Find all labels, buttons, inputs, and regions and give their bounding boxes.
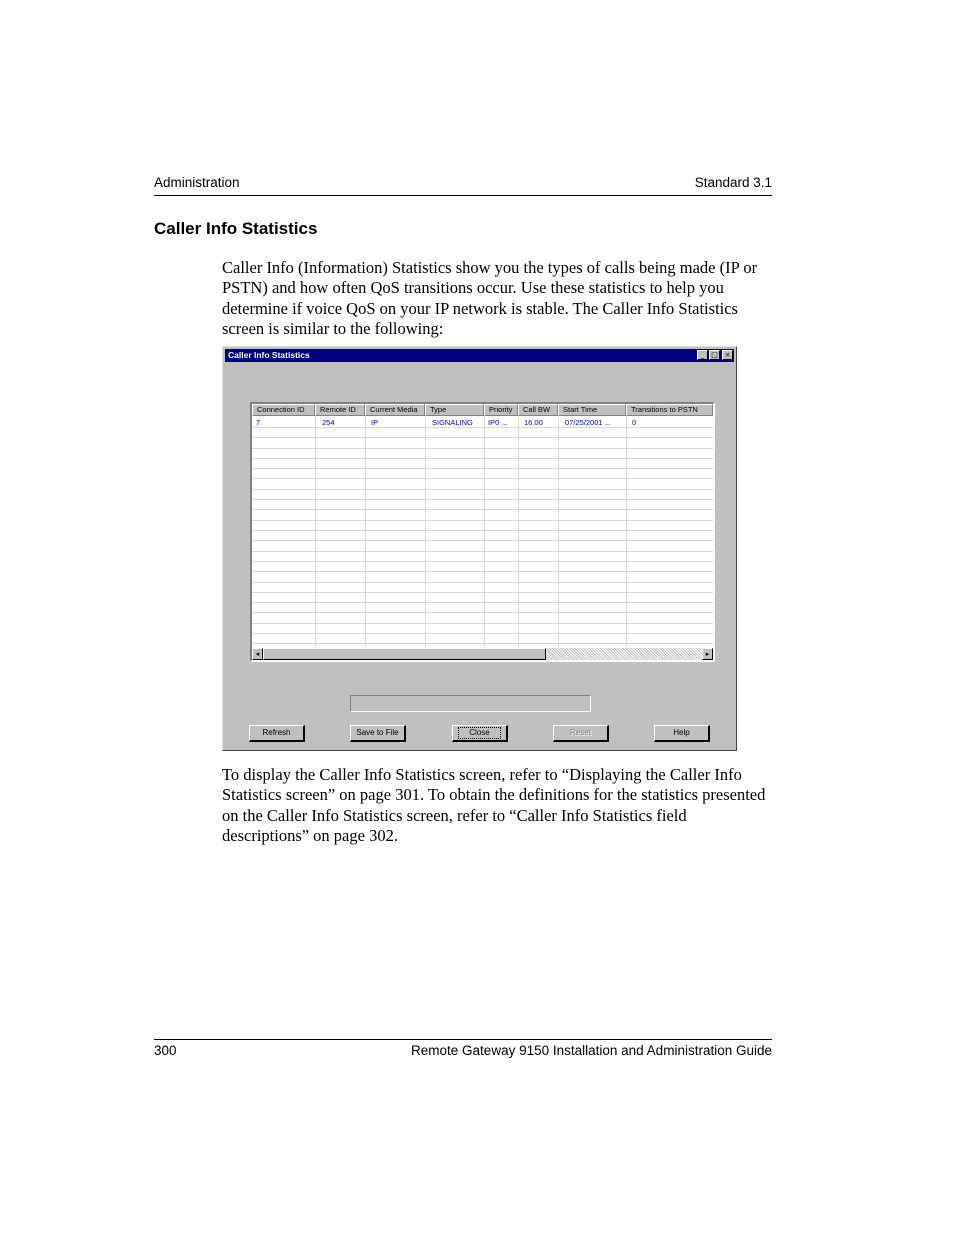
cell-type: SIGNALING: [432, 418, 473, 427]
page-number: 300: [154, 1043, 177, 1058]
refresh-button[interactable]: Refresh: [249, 725, 305, 742]
followup-paragraph: To display the Caller Info Statistics screen, refer to “Displaying the Caller Info Statistics screen” on page 301. To obtain the definitions for the statistics presented on the Caller Info Statistics screen, refer to “Caller Info Statistics field descriptions” on page 302.: [222, 765, 766, 845]
running-footer: [154, 1039, 772, 1062]
grid-row-line: [252, 592, 713, 593]
column-header[interactable]: Priority: [484, 404, 518, 416]
close-button-label: Close: [458, 727, 500, 739]
cell-priority: IP0 ...: [488, 418, 508, 427]
grid-column-line: [365, 416, 366, 646]
minimize-icon[interactable]: _: [697, 350, 708, 360]
cell-remote-id: 254: [322, 418, 335, 427]
dialog-titlebar: [225, 349, 734, 362]
grid-row-line: [252, 499, 713, 500]
scroll-thumb[interactable]: [263, 648, 546, 660]
caller-info-dialog: [222, 346, 737, 751]
book-title: Remote Gateway 9150 Installation and Administration Guide: [411, 1043, 772, 1058]
grid-row-line: [252, 623, 713, 624]
column-header[interactable]: Current Media: [365, 404, 425, 416]
column-header[interactable]: Remote ID: [315, 404, 365, 416]
header-version: Standard 3.1: [694, 175, 772, 190]
header-section: Administration: [154, 175, 240, 190]
grid-row-line: [252, 571, 713, 572]
grid-row-line: [252, 427, 713, 428]
close-icon[interactable]: ×: [722, 350, 733, 360]
cell-connection-id: 7: [256, 418, 261, 427]
grid-row-line: [252, 509, 713, 510]
grid-row-line: [252, 458, 713, 459]
grid-column-line: [558, 416, 559, 646]
grid-row-line: [252, 448, 713, 449]
grid-column-line: [425, 416, 426, 646]
grid-row-line: [252, 551, 713, 552]
reset-button: Reset: [553, 725, 609, 742]
status-box: [350, 695, 591, 712]
grid-row-line: [252, 540, 713, 541]
grid-row-line: [252, 478, 713, 479]
grid-column-line: [518, 416, 519, 646]
grid-row-line: [252, 530, 713, 531]
grid-row-line: [252, 468, 713, 469]
grid-row-line: [252, 643, 713, 644]
horizontal-scrollbar[interactable]: [252, 648, 713, 660]
close-button[interactable]: [452, 725, 508, 742]
cell-transitions: 0: [632, 418, 637, 427]
column-header[interactable]: Transitions to PSTN: [626, 404, 713, 416]
scroll-left-icon[interactable]: ◂: [252, 648, 263, 660]
grid-row-line: [252, 520, 713, 521]
column-header[interactable]: Type: [425, 404, 484, 416]
running-header: [154, 175, 772, 196]
cell-start-time: 07/25/2001 ...: [565, 418, 611, 427]
grid-row-line: [252, 612, 713, 613]
column-header[interactable]: Call BW: [518, 404, 558, 416]
grid-row-line: [252, 489, 713, 490]
grid-column-line: [484, 416, 485, 646]
scroll-right-icon[interactable]: ▸: [702, 648, 713, 660]
grid-row-line: [252, 602, 713, 603]
save-to-file-button[interactable]: Save to File: [350, 725, 406, 742]
grid-row-line: [252, 633, 713, 634]
help-button[interactable]: Help: [654, 725, 710, 742]
grid-row-line: [252, 582, 713, 583]
column-header[interactable]: Connection ID: [252, 404, 315, 416]
dialog-title: Caller Info Statistics: [228, 350, 310, 360]
intro-paragraph: Caller Info (Information) Statistics show you the types of calls being made (IP or PSTN) and how often QoS transitions occur. Use these statistics to help you determine if voice QoS on your IP network is stable. The Caller Info Statistics screen is similar to the following:: [222, 258, 758, 338]
grid-column-line: [626, 416, 627, 646]
statistics-table[interactable]: [250, 402, 715, 662]
cell-current-media: IP: [371, 418, 379, 427]
section-title: Caller Info Statistics: [154, 219, 318, 238]
cell-call-bw: 16.00: [524, 418, 543, 427]
grid-column-line: [315, 416, 316, 646]
grid-row-line: [252, 437, 713, 438]
maximize-icon[interactable]: □: [709, 350, 720, 360]
column-header[interactable]: Start Time: [558, 404, 626, 416]
grid-row-line: [252, 561, 713, 562]
